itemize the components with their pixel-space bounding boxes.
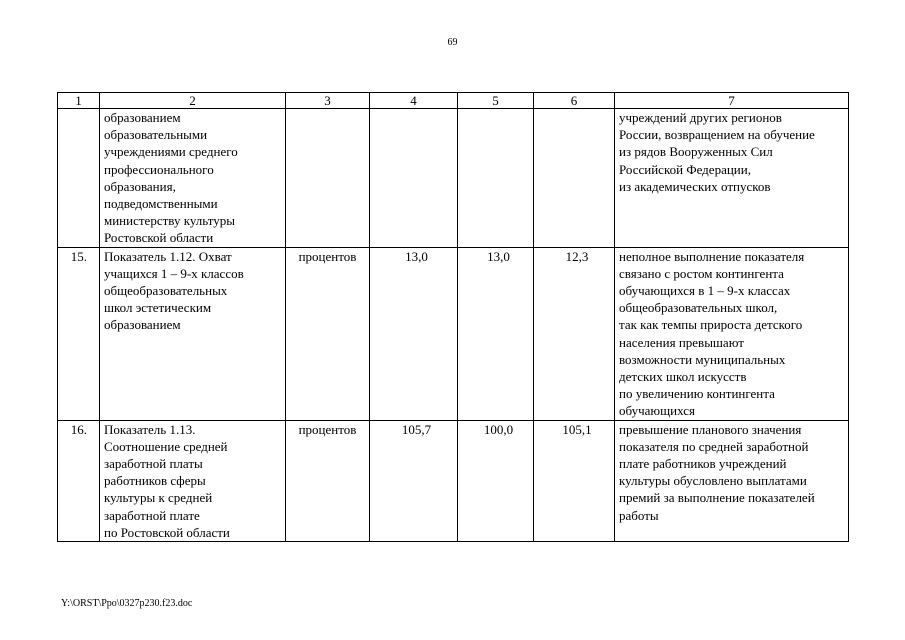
report-table: [57, 92, 849, 542]
column-header: 4: [370, 93, 458, 109]
column-header: 7: [615, 93, 849, 109]
column-header: 6: [534, 93, 615, 109]
indicator-cell: образованием образовательными учреждениями среднего профессионального образования, подведомственными министерству культуры Ростовской области: [100, 109, 286, 248]
row-number-cell: 15.: [58, 247, 100, 420]
value-cell: 105,7: [370, 420, 458, 541]
value-cell: [534, 109, 615, 248]
value-cell: 100,0: [458, 420, 534, 541]
table-row: [58, 109, 849, 248]
value-cell: 13,0: [370, 247, 458, 420]
column-header: 5: [458, 93, 534, 109]
page-number: 69: [447, 37, 458, 48]
table-row: [58, 247, 849, 420]
value-cell: 13,0: [458, 247, 534, 420]
column-header: 2: [100, 93, 286, 109]
value-cell: 12,3: [534, 247, 615, 420]
unit-cell: процентов: [286, 420, 370, 541]
unit-cell: [286, 109, 370, 248]
value-cell: [370, 109, 458, 248]
row-number-cell: 16.: [58, 420, 100, 541]
unit-cell: процентов: [286, 247, 370, 420]
column-header: 1: [58, 93, 100, 109]
indicator-cell: Показатель 1.12. Охват учащихся 1 – 9-х классов общеобразовательных школ эстетическим образованием: [100, 247, 286, 420]
indicator-cell: Показатель 1.13. Соотношение средней заработной платы работников сферы культуры к средней заработной плате по Ростовской области: [100, 420, 286, 541]
note-cell: превышение планового значения показателя по средней заработной плате работников учреждений культуры обусловлено выплатами премий за выполнение показателей работы: [615, 420, 849, 541]
table-header-row: [58, 93, 849, 109]
note-cell: неполное выполнение показателя связано с ростом контингента обучающихся в 1 – 9-х классах общеобразовательных школ, так как темпы прироста детского населения превышают возможности муниципальных детских школ искусств по увеличению контингента обучающихся: [615, 247, 849, 420]
value-cell: [458, 109, 534, 248]
footer-file-path: Y:\ORST\Ppo\0327p230.f23.doc: [61, 598, 193, 609]
row-number-cell: [58, 109, 100, 248]
value-cell: 105,1: [534, 420, 615, 541]
note-cell: учреждений других регионов России, возвращением на обучение из рядов Вооруженных Сил Российской Федерации, из академических отпусков: [615, 109, 849, 248]
column-header: 3: [286, 93, 370, 109]
table-row: [58, 420, 849, 541]
